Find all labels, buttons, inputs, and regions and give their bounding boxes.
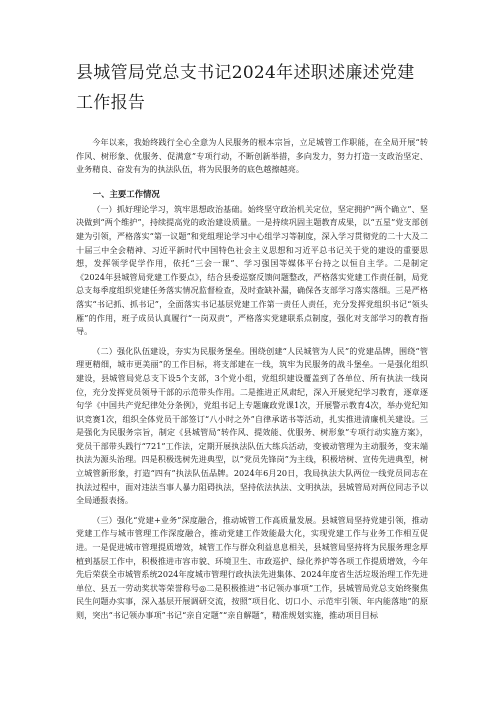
document-title: 县城管局党总支书记2024年述职述廉述党建工作报告 (76, 63, 415, 113)
paragraph-3: （三）强化“党建+业务”深度融合，推动城管工作高质量发展。县城管局坚持党建引领，推动党建工作与城市管理工作深度融合，推动党建工作效能最大化，实现党建工作与业务工作相互促进。一是促进城市管理提质增效，城管工作与群众利益息息相关，县城管局坚持将为民服务理念厚植到基层工作中，积极推进市容市貌、环境卫生、市政巡护、绿化养护等各项工作提质增效，今年先后荣获全市城管系统2024年度城市管理行政执法先进集体、2024年度省生活垃圾治理工作先进单位、县五一劳动奖状等荣誉称号◎二是积极推进“书记领办事项”工作，县城管局党总支始终聚焦民生问题办实事，深入基层开展调研交流，按照“项目化、切口小、示范牢引领、年内能落地”的原则，突出“书记领办事项”书记“亲自定题”“亲自解题”，精准规划实施，推动项目目标 (76, 514, 428, 620)
spacer (76, 177, 428, 183)
intro-paragraph: 今年以来，我始终践行全心全意为人民服务的根本宗旨，立足城管工作职能，在全局开展“转作风、树形象、优服务、促满意”专项行动，不断创新举措，多向发力，努力打造一支政治坚定、业务精良、奋发有为的执法队伍，将为民服务的底色越擦越亮。 (76, 137, 428, 175)
paragraph-2: （二）强化队伍建设，夯实为民服务堡垒。围绕创建“人民城管为人民”的党建品牌，围绕“管理更精细，城市更美丽”的工作目标，将支部建在一线，筑牢为民服务的战斗堡垒。一是强化组织建设，县城管局党总支下设5个支部，3个党小组，党组织建设覆盖到了各单位、所有执法一线岗位，充分发挥党员领导干部的示范带头作用。二是推进正风肃纪，深入开展党纪学习教育，逐章逐句学《中国共产党纪律处分条例》，党组书记上专题廉政党课1次，开展警示教育4次，举办党纪知识竞赛1次，组织全体党员干部签订“八小时之外”自律承诺书等活动，扎实推进清廉机关建设。三是强化为民服务宗旨，制定《县城管局“转作风、提效能、优服务、树形象”专项行动实施方案》，党员干部带头践行“721”工作法，定期开展执法队伍大练兵活动，变被动管理为主动服务，变末端执法为源头治理。四是积极选树先进典型，以“党员先锋岗”为主线，积极培树、宣传先进典型，树立城管新形象，打造“四有”执法队伍品牌。2024年6月20日，我局执法大队两位一线党员同志在执法过程中，面对违法当事人暴力阻碍执法，坚持依法执法、文明执法，县城管局对两位同志予以全局通报表扬。 (76, 345, 428, 506)
section-heading-1: 一、主要工作情况 (92, 188, 160, 199)
paragraph-1: （一）抓好理论学习，筑牢思想政治基础。始终坚守政治机关定位，坚定拥护“两个确立”、坚决做到“两个维护”，持续提高党的政治建设质量。一是持续巩固主题教育成果，以“五星”党支部创建为引领，严格落实“第一议题”和党组理论学习中心组学习等制度，深入学习贯彻党的二十大及二十届三中全会精神、习近平新时代中国特色社会主义思想和习近平总书记关于党的建设的重要思想，发挥领学促学作用，依托“三会一课”、学习强国等媒体平台持之以恒自主学。二是制定《2024年县城管局党建工作要点》，结合县委巡察反馈问题整改，严格落实党建工作责任制，局党总支每季度组织党建任务落实情况监督检查，及时查缺补漏，确保各支部学习落实落细。三是严格落实“书记抓、抓书记”，全面落实书记基层党建工作第一责任人责任，充分发挥党组织书记“领头雁”的作用，班子成员认真履行“一岗双责”，严格落实党建联系点制度，强化对支部学习的教育指导。 (76, 203, 428, 337)
